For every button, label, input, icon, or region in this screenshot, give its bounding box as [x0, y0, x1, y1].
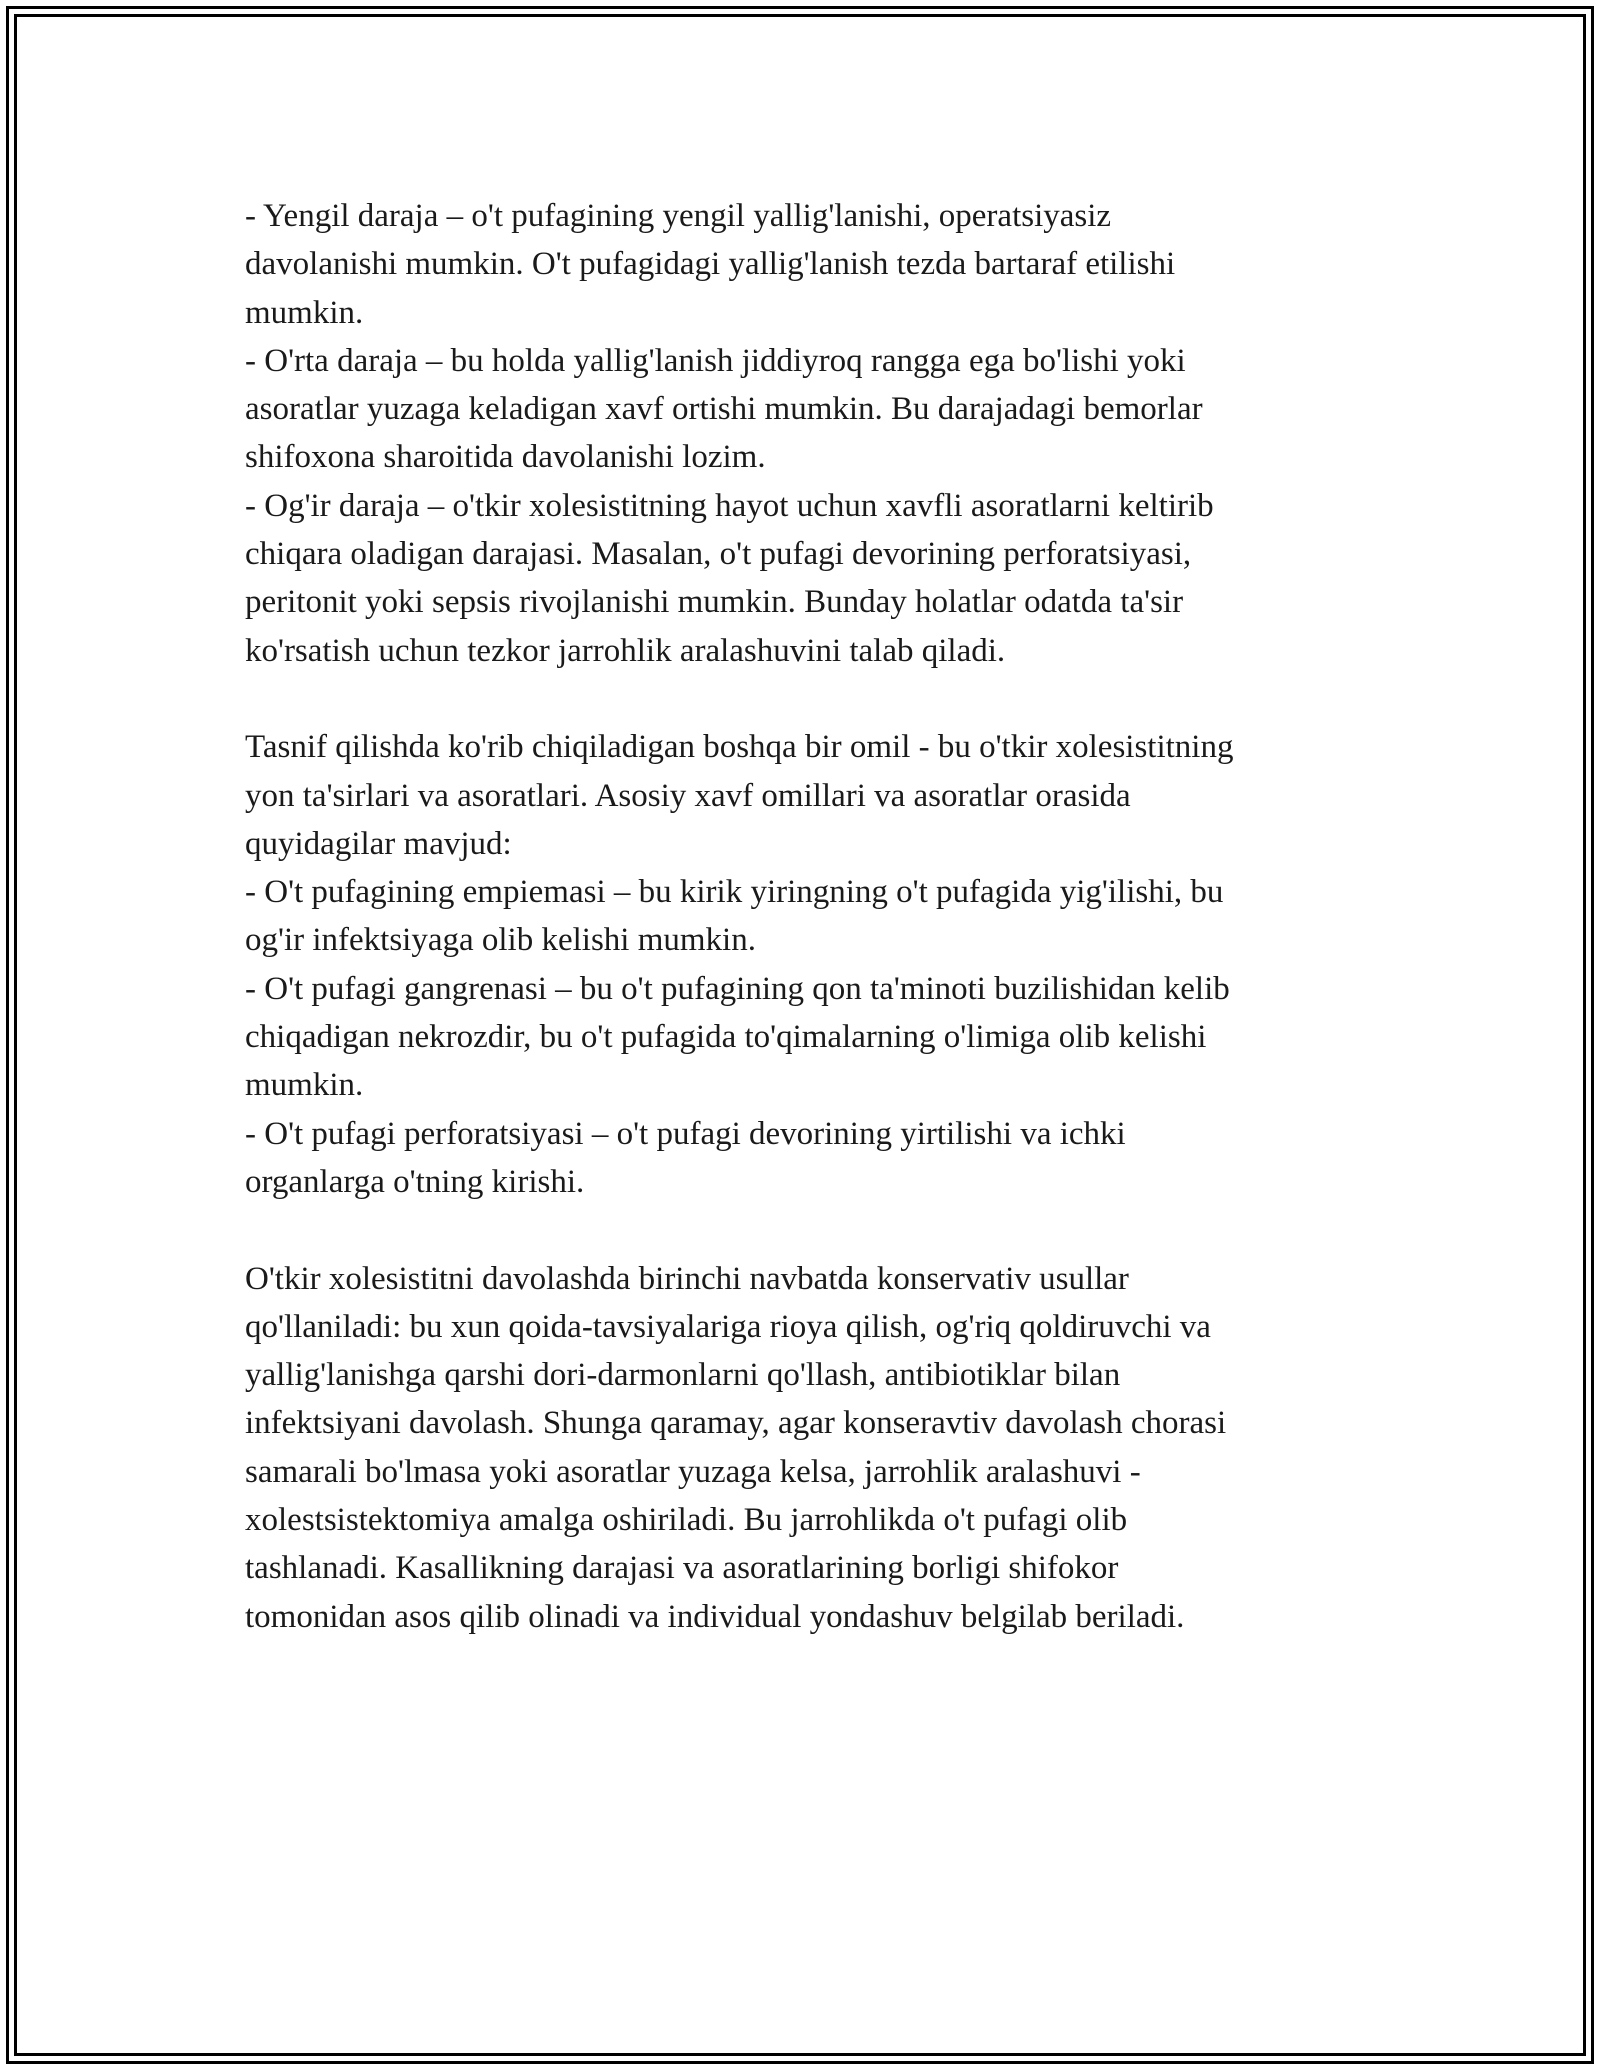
text-line: yallig'lanishga qarshi dori-darmonlarni qo'llash, antibiotiklar bilan [245, 1357, 1121, 1394]
text-line: qo'llaniladi: bu xun qoida-tavsiyalariga rioya qilish, og'riq qoldiruvchi va [245, 1308, 1211, 1345]
text-line: peritonit yoki sepsis rivojlanishi mumkin. Bunday holatlar odatda ta'sir [245, 584, 1184, 621]
text-line: mumkin. [245, 294, 364, 331]
text-line: - Og'ir daraja – o'tkir xolesistitning hayot uchun xavfli asoratlarni keltirib [245, 487, 1214, 524]
text-line: asoratlar yuzaga keladigan xavf ortishi mumkin. Bu darajadagi bemorlar [245, 391, 1203, 428]
text-line: xolestsistektomiya amalga oshiriladi. Bu jarrohlikda o't pufagi olib [245, 1502, 1128, 1539]
text-line: - O't pufagi perforatsiyasi – o't pufagi devorining yirtilishi va ichki [245, 1115, 1126, 1152]
text-line: davolanishi mumkin. O't pufagidagi yallig'lanish tezda bartaraf etilishi [245, 246, 1176, 283]
paragraph-gap [245, 1206, 1385, 1254]
text-line: samarali bo'lmasa yoki asoratlar yuzaga kelsa, jarrohlik aralashuvi - [245, 1453, 1141, 1490]
paragraph-gap [245, 675, 1385, 723]
text-line: - O'rta daraja – bu holda yallig'lanish jiddiyroq rangga ega bo'lishi yoki [245, 342, 1186, 379]
text-line: O'tkir xolesistitni davolashda birinchi navbatda konservativ usullar [245, 1260, 1129, 1297]
text-line: chiqara oladigan darajasi. Masalan, o't pufagi devorining perforatsiyasi, [245, 536, 1192, 573]
document-body [245, 192, 1385, 1641]
text-line: mumkin. [245, 1067, 364, 1104]
text-line: - O't pufagi gangrenasi – bu o't pufagining qon ta'minoti buzilishidan kelib [245, 970, 1230, 1007]
text-line: Tasnif qilishda ko'rib chiqiladigan boshqa bir omil - bu o'tkir xolesistitning [245, 729, 1234, 766]
text-line: shifoxona sharoitida davolanishi lozim. [245, 439, 766, 476]
text-line: quyidagilar mavjud: [245, 825, 512, 862]
text-line: chiqadigan nekrozdir, bu o't pufagida to'qimalarning o'limiga olib kelishi [245, 1019, 1207, 1056]
text-line: tashlanadi. Kasallikning darajasi va asoratlarining borligi shifokor [245, 1550, 1119, 1587]
text-line: yon ta'sirlari va asoratlari. Asosiy xavf omillari va asoratlar orasida [245, 777, 1131, 814]
text-line: ko'rsatish uchun tezkor jarrohlik aralashuvini talab qiladi. [245, 632, 1006, 669]
text-line: og'ir infektsiyaga olib kelishi mumkin. [245, 922, 756, 959]
text-line: organlarga o'tning kirishi. [245, 1163, 585, 1200]
text-line: infektsiyani davolash. Shunga qaramay, agar konseravtiv davolash chorasi [245, 1405, 1227, 1442]
text-line: tomonidan asos qilib olinadi va individual yondashuv belgilab beriladi. [245, 1598, 1185, 1635]
text-line: - Yengil daraja – o't pufagining yengil yallig'lanishi, operatsiyasiz [245, 198, 1112, 234]
page-frame [6, 6, 1594, 2064]
text-line: - O't pufagining empiemasi – bu kirik yiringning o't pufagida yig'ilishi, bu [245, 874, 1224, 911]
